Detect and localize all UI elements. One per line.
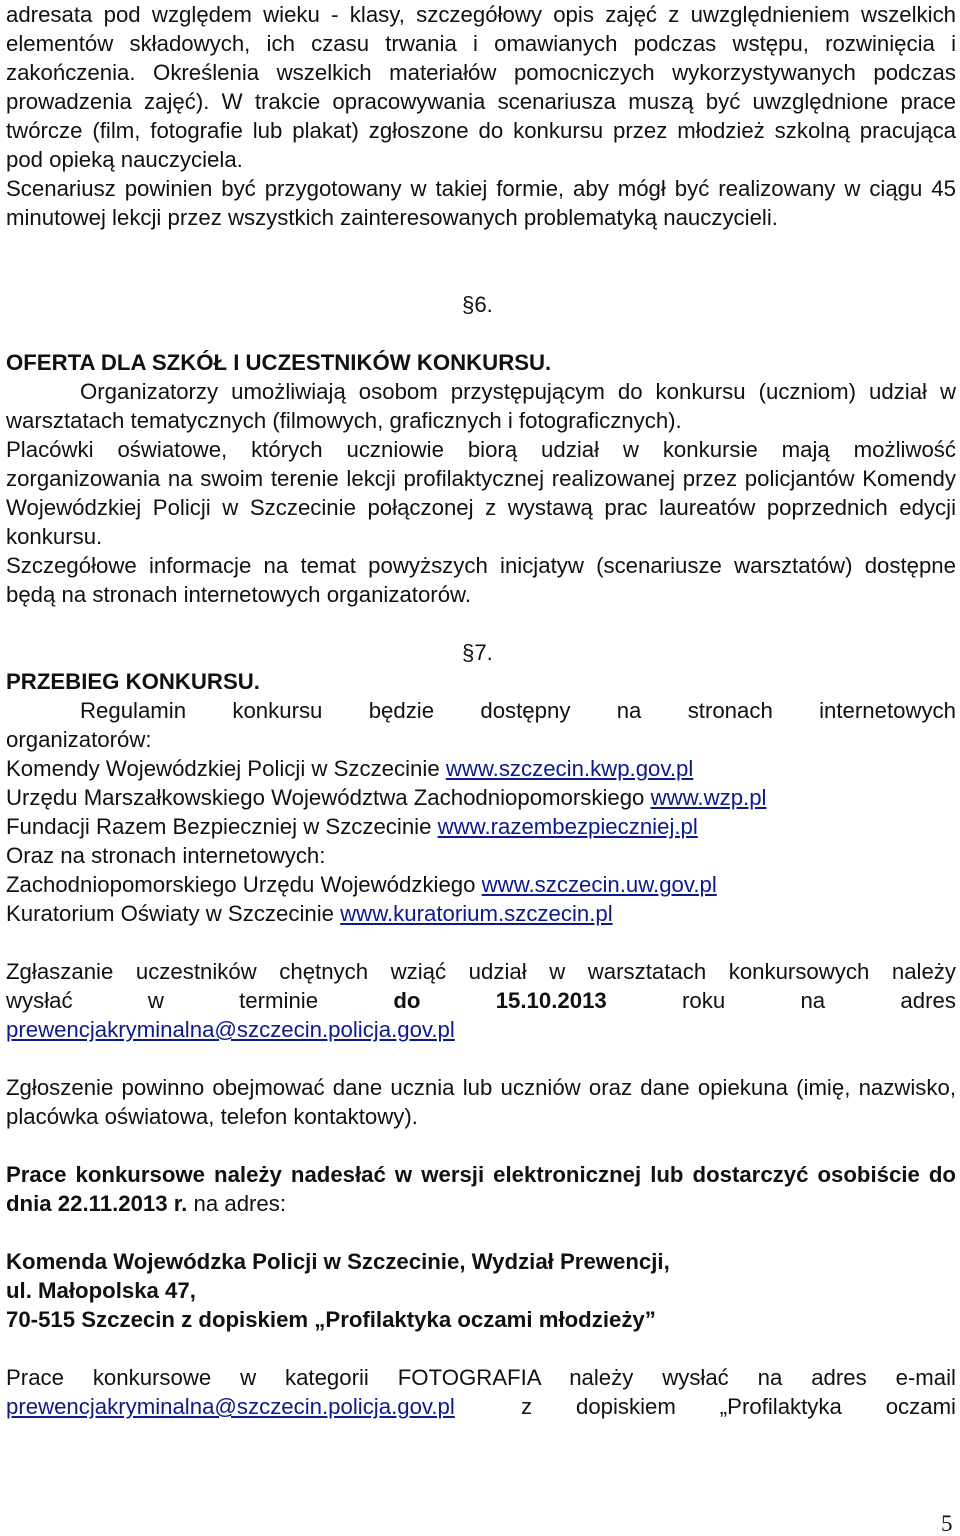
regulation-line: Regulamin konkursu będzie dostępny na stronach internetowych xyxy=(80,698,956,723)
section-7-heading: PRZEBIEG KONKURSU. xyxy=(6,669,260,694)
submission-paragraph xyxy=(6,1160,956,1218)
registration-word: w xyxy=(147,988,164,1013)
organizer-name: Fundacji Razem Bezpieczniej w Szczecinie xyxy=(6,814,438,839)
organizer-link[interactable]: www.wzp.pl xyxy=(650,785,767,810)
registration-line: Zgłaszanie uczestników chętnych wziąć udział w warsztatach konkursowych należy xyxy=(6,959,956,984)
address-line: ul. Małopolska 47, xyxy=(6,1278,196,1303)
organizer-link[interactable]: www.razembezpieczniej.pl xyxy=(437,814,698,839)
page-number: 5 xyxy=(941,1511,953,1536)
other-site-link[interactable]: www.kuratorium.szczecin.pl xyxy=(340,901,613,926)
application-paragraph: Zgłoszenie powinno obejmować dane ucznia lub uczniów oraz dane opiekuna (imię, nazwisko, placówka oświatowa, telefon kontaktowy). xyxy=(6,1075,956,1129)
section-6-para-info: Szczegółowe informacje na temat powyższych inicjatyw (scenariusze warsztatów) dostępne będą na stronach internetowych organizatorów. xyxy=(6,553,956,607)
section-6-para-workshops: Organizatorzy umożliwiają osobom przystępującym do konkursu (uczniom) udział w warsztatach tematycznych (filmowych, graficznych i fotograficznych). xyxy=(6,379,956,433)
other-site-name: Zachodniopomorskiego Urzędu Wojewódzkiego xyxy=(6,872,482,897)
organizer-link[interactable]: www.szczecin.kwp.gov.pl xyxy=(445,756,694,781)
registration-word: wysłać xyxy=(6,988,73,1013)
registration-email-link[interactable]: prewencjakryminalna@szczecin.policja.gov.pl xyxy=(6,1017,455,1042)
section-6-para-lessons: Placówki oświatowe, których uczniowie biorą udział w konkursie mają możliwość zorganizowania na swoim terenie lekcji profilaktycznej realizowanej przez policjantów Komendy Wojewódzkiej Policji w Szczecinie połączonej z wystawą prac laureatów poprzednich edycji konkursu. xyxy=(6,437,956,549)
other-site-row xyxy=(6,899,956,928)
scenario-paragraph: Scenariusz powinien być przygotowany w takiej formie, aby mógł być realizowany w ciągu 45 minutowej lekcji przez wszystkich zainteresowanych problematyką nauczycieli. xyxy=(6,176,956,230)
organizer-row xyxy=(6,783,956,812)
other-site-name: Kuratorium Oświaty w Szczecinie xyxy=(6,901,341,926)
section-6-number: §6. xyxy=(462,292,493,317)
photo-email-link[interactable]: prewencjakryminalna@szczecin.policja.gov.pl xyxy=(6,1394,455,1419)
other-site-row xyxy=(6,870,956,899)
submission-bold-text: Prace konkursowe należy nadesłać w wersji elektronicznej lub dostarczyć osobiście do dnia 22.11.2013 r. xyxy=(6,1162,956,1216)
submission-tail-text: na adres: xyxy=(187,1191,287,1216)
photo-submission-tail: z dopiskiem „Profilaktyka oczami xyxy=(521,1394,956,1419)
regulation-line-organizers: organizatorów: xyxy=(6,727,152,752)
photo-submission-email-line xyxy=(6,1392,956,1421)
other-sites-label: Oraz na stronach internetowych: xyxy=(6,843,326,868)
registration-word: na xyxy=(800,988,826,1013)
address-line: 70-515 Szczecin z dopiskiem „Profilaktyka oczami młodzieży” xyxy=(6,1307,656,1332)
organizer-row xyxy=(6,812,956,841)
intro-paragraph: adresata pod względem wieku - klasy, szczegółowy opis zajęć z uwzględnieniem wszelkich elementów składowych, ich czasu trwania i omawianych podczas wstępu, rozwinięcia i zakończenia. Określenia wszelkich materiałów pomocniczych wykorzystywanych podczas prowadzenia zajęć). W trakcie opracowywania scenariusza muszą być uwzględnione prace twórcze (film, fotografie lub plakat) zgłoszone do konkursu przez młodzież szkolną pracująca pod opieką nauczyciela. xyxy=(6,2,956,172)
registration-word: roku xyxy=(682,988,726,1013)
section-7-number: §7. xyxy=(462,640,493,665)
organizer-name: Urzędu Marszałkowskiego Województwa Zachodniopomorskiego xyxy=(6,785,651,810)
organizer-row xyxy=(6,754,956,783)
section-6-heading: OFERTA DLA SZKÓŁ I UCZESTNIKÓW KONKURSU. xyxy=(6,350,552,375)
registration-deadline-line xyxy=(6,986,956,1015)
organizer-name: Komendy Wojewódzkiej Policji w Szczecinie xyxy=(6,756,446,781)
registration-deadline-date: 15.10.2013 xyxy=(495,988,607,1013)
registration-email-line xyxy=(6,1015,956,1044)
registration-word: terminie xyxy=(239,988,319,1013)
other-site-link[interactable]: www.szczecin.uw.gov.pl xyxy=(481,872,717,897)
address-line: Komenda Wojewódzka Policji w Szczecinie, Wydział Prewencji, xyxy=(6,1249,670,1274)
photo-submission-line: Prace konkursowe w kategorii FOTOGRAFIA należy wysłać na adres e-mail xyxy=(6,1365,956,1390)
registration-deadline-do: do xyxy=(393,988,421,1013)
registration-word: adres xyxy=(900,988,956,1013)
